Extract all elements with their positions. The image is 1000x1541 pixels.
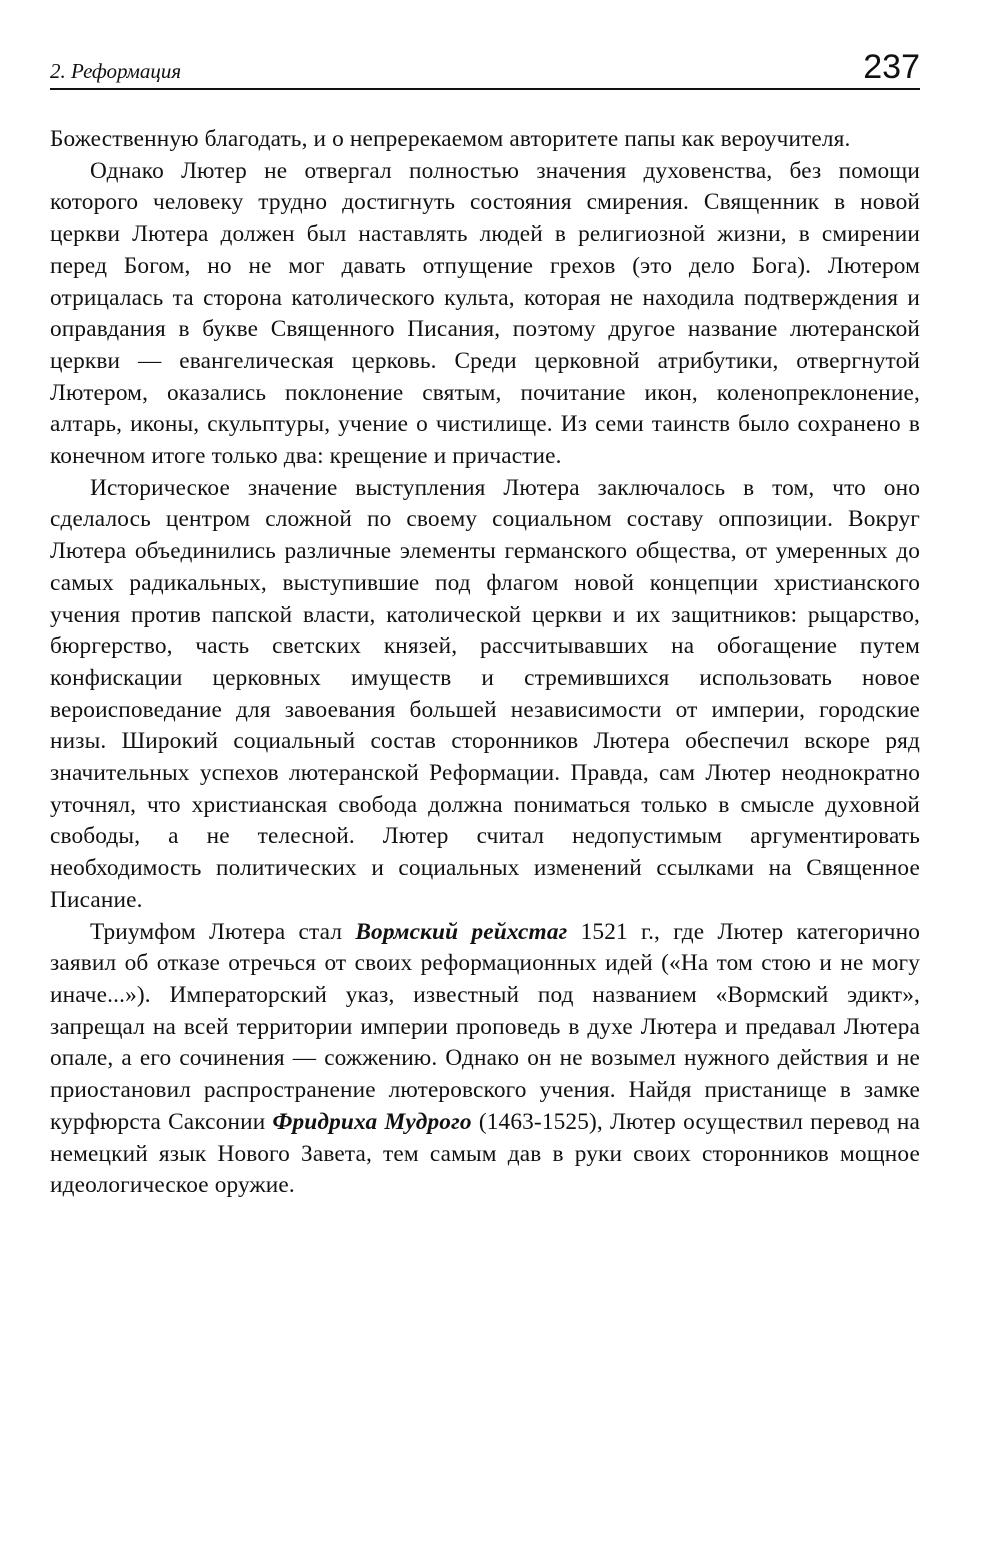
running-header <box>50 38 920 90</box>
book-page <box>50 38 920 1202</box>
paragraph-historical-significance: Историческое значение выступления Лютера заключалось в том, что оно сделалось центром сложной по своему социальном составу оппозиции. Вокруг Лютера объединились различные элементы германского общества, от умеренных до самых радикальных, выступившие под флагом новой концепции христианского учения против папской власти, католической церкви и их защитников: рыцарство, бюргерство, часть светских князей, рассчитывавших на обогащение путем конфискации церковных имуществ и стремившихся использовать новое вероисповедание для завоевания большей независимости от империи, городские низы. Широкий социальный состав сторонников Лютера обеспечил вскоре ряд значительных успехов лютеранской Реформации. Правда, сам Лютер неоднократно уточнял, что христианская свобода должна пониматься только в смысле духовной свободы, а не телесной. Лютер считал недопустимым аргументировать необходимость политических и социальных изменений ссылками на Священное Писание. <box>50 474 920 913</box>
paragraph-worms <box>50 917 920 1202</box>
emphasis-term: Фридриха Мудрого <box>272 1108 472 1135</box>
page-number: 237 <box>863 48 920 86</box>
paragraph-text: Триумфом Лютера стал <box>90 918 356 945</box>
section-title: 2. Реформация <box>50 59 182 83</box>
paragraph-continued: Божественную благодать, и о непререкаемом авторитете папы как вероучителя. <box>50 126 851 152</box>
paragraph-clergy: Однако Лютер не отвергал полностью значения духовенства, без помощи которого человеку трудно достигнуть состояния смирения. Священник в новой церкви Лютера должен был наставлять людей в религиозной жизни, в смирении перед Богом, но не мог давать отпущение грехов (это дело Бога). Лютером отрицалась та сторона католического культа, которая не находила подтверждения и оправдания в букве Священного Писания, поэтому другое название лютеранской церкви — евангелическая церковь. Среди церковной атрибутики, отвергнутой Лютером, оказались поклонение святым, почитание икон, коленопреклонение, алтарь, иконы, скульптуры, учение о чистилище. Из семи таинств было сохранено в конечном итоге только два: крещение и причастие. <box>50 157 920 470</box>
paragraph-text: (1463-1525), Лютер осуществил перевод на немецкий язык Нового Завета, тем самым дав в руки своих сторонников мощное идеологическое оружие. <box>50 1108 920 1199</box>
body-text <box>50 124 920 1202</box>
paragraph-text: 1521 г., где Лютер категорично заявил об отказе отречься от своих реформационных идей («На том стою и не могу иначе...»). Императорский указ, известный под названием «Вормский эдикт», запрещал на всей территории империи проповедь в духе Лютера и предавал Лютера опале, а его сочинения — сожжению. Однако он не возымел нужного действия и не приостановил распространение лютеровского учения. Найдя пристанище в замке курфюрста Саксонии <box>50 918 920 1135</box>
emphasis-term: Вормский рейхстаг <box>355 918 568 945</box>
